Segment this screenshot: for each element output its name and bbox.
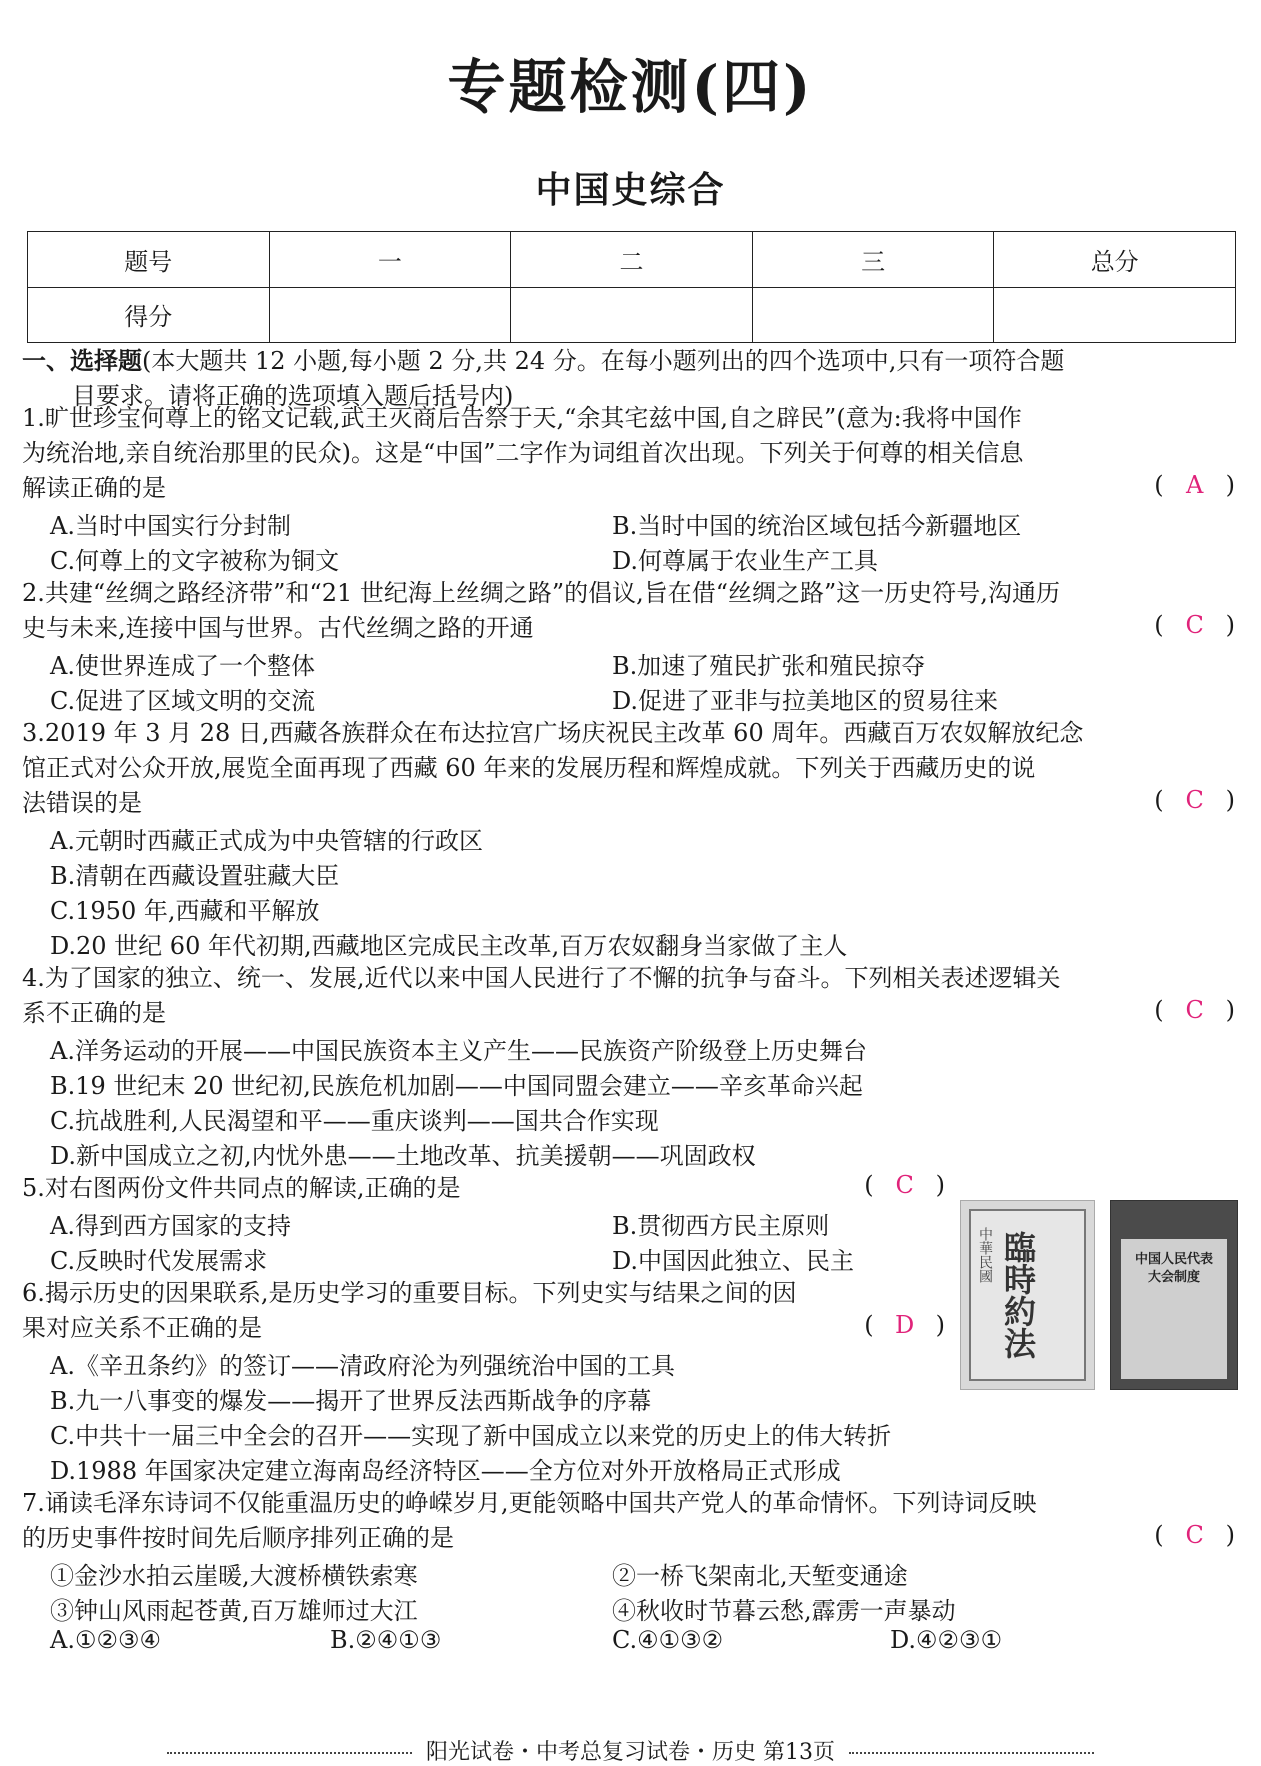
answer-letter: C [1185,1521,1204,1549]
stem-line: 1.旷世珍宝何尊上的铭文记载,武王灭商后告祭于天,“余其宅兹中国,自之辟民”(意为:我将中国作 [22,404,1022,432]
peoples-congress-book-image [1110,1200,1238,1390]
score-input-cell[interactable] [752,287,994,343]
question-5-figures [960,1200,1238,1390]
book-title: 中国人民代表大会制度 [1134,1252,1213,1285]
option-b[interactable]: B.加速了殖民扩张和殖民掠夺 [612,652,926,680]
stem-line: 的历史事件按时间先后顺序排列正确的是 [22,1524,454,1552]
question-6-stem [22,1276,922,1346]
book-title: 臨時約法 [999,1231,1037,1359]
poem-1: ①金沙水拍云崖暖,大渡桥横铁索寒 [50,1562,418,1590]
score-table [27,231,1236,343]
option-d[interactable]: D.何尊属于农业生产工具 [612,547,879,575]
answer-letter: C [1185,786,1204,814]
score-header-cell: 题号 [28,232,270,288]
stem-line: 2.共建“丝绸之路经济带”和“21 世纪海上丝绸之路”的倡议,旨在借“丝绸之路”这一历史符号,沟通历 [22,579,1060,607]
stem-line: 法错误的是 [22,789,142,817]
poem-4: ④秋收时节暮云愁,霹雳一声暴动 [612,1597,956,1625]
option-c[interactable]: C.中共十一届三中全会的召开——实现了新中国成立以来党的历史上的伟大转折 [50,1422,892,1450]
score-table-score-row [28,287,1236,343]
option-c[interactable]: C.促进了区域文明的交流 [50,687,316,715]
option-b[interactable]: B.②④①③ [330,1626,442,1654]
option-c[interactable]: C.抗战胜利,人民渴望和平——重庆谈判——国共合作实现 [50,1107,659,1135]
stem-line: 3.2019 年 3 月 28 日,西藏各族群众在布达拉宫广场庆祝民主改革 60 周年。西藏百万农奴解放纪念 [22,719,1084,747]
question-2-stem [22,576,1237,646]
answer-letter: A [1185,471,1204,499]
answer-bracket: ( C ) [864,1171,945,1199]
score-header-cell: 三 [752,232,994,288]
answer-letter: D [895,1311,915,1339]
answer-letter: C [1185,996,1204,1024]
page-subtitle: 中国史综合 [535,170,726,211]
option-a[interactable]: A.《辛丑条约》的签订——清政府沦为列强统治中国的工具 [50,1352,675,1380]
option-a[interactable]: A.元朝时西藏正式成为中央管辖的行政区 [50,827,483,855]
question-7-stem [22,1486,1237,1556]
option-d[interactable]: D.20 世纪 60 年代初期,西藏地区完成民主改革,百万农奴翻身当家做了主人 [50,932,848,960]
option-b[interactable]: B.当时中国的统治区域包括今新疆地区 [612,512,1022,540]
option-d[interactable]: D.促进了亚非与拉美地区的贸易往来 [612,687,999,715]
answer-bracket: ( A ) [1154,471,1235,499]
stem-line: 解读正确的是 [22,474,166,502]
answer-bracket: ( C ) [1154,786,1235,814]
answer-bracket: ( C ) [1154,996,1235,1024]
option-b[interactable]: B.19 世纪末 20 世纪初,民族危机加剧——中国同盟会建立——辛亥革命兴起 [50,1072,863,1100]
score-header-cell: 总分 [994,232,1236,288]
question-5-stem [22,1171,922,1206]
poem-2: ②一桥飞架南北,天堑变通途 [612,1562,908,1590]
section-instruction: 目要求。请将正确的选项填入题后括号内) [72,382,514,410]
stem-line: 为统治地,亲自统治那里的民众)。这是“中国”二字作为词组首次出现。下列关于何尊的相关信息 [22,439,1024,467]
score-row-label: 得分 [28,287,270,343]
section-heading: 一、选择题 [22,347,142,375]
question-3-stem [22,716,1237,821]
section-instruction: (本大题共 12 小题,每小题 2 分,共 24 分。在每小题列出的四个选项中,只有一项符合题 [142,347,1065,375]
option-d[interactable]: D.中国因此独立、民主 [612,1247,855,1275]
option-a[interactable]: A.①②③④ [50,1626,162,1654]
option-a[interactable]: A.使世界连成了一个整体 [50,652,315,680]
option-a[interactable]: A.当时中国实行分封制 [50,512,291,540]
answer-letter: C [1185,611,1204,639]
score-input-cell[interactable] [994,287,1236,343]
option-b[interactable]: B.贯彻西方民主原则 [612,1212,830,1240]
answer-letter: C [895,1171,914,1199]
poem-3: ③钟山风雨起苍黄,百万雄师过大江 [50,1597,418,1625]
answer-bracket: ( D ) [864,1311,945,1339]
stem-line: 系不正确的是 [22,999,166,1027]
option-a[interactable]: A.得到西方国家的支持 [50,1212,291,1240]
option-d[interactable]: D.④②③① [890,1626,1003,1654]
score-table-header-row [28,232,1236,288]
option-c[interactable]: C.1950 年,西藏和平解放 [50,897,320,925]
book-cover-panel [1121,1239,1227,1379]
score-header-cell: 二 [511,232,753,288]
answer-bracket: ( C ) [1154,1521,1235,1549]
page-title: 专题检测(四) [447,53,814,121]
footer-divider [849,1752,1094,1754]
option-c[interactable]: C.何尊上的文字被称为铜文 [50,547,340,575]
score-header-cell: 一 [269,232,511,288]
stem-line: 史与未来,连接中国与世界。古代丝绸之路的开通 [22,614,534,642]
footer-divider [167,1752,412,1754]
option-d[interactable]: D.1988 年国家决定建立海南岛经济特区——全方位对外开放格局正式形成 [50,1457,841,1485]
page-footer [0,1735,1261,1766]
stem-line: 5.对右图两份文件共同点的解读,正确的是 [22,1174,461,1202]
question-1-stem [22,401,1237,506]
provisional-constitution-image [960,1200,1095,1390]
option-a[interactable]: A.洋务运动的开展——中国民族资本主义产生——民族资产阶级登上历史舞台 [50,1037,867,1065]
option-d[interactable]: D.新中国成立之初,内忧外患——土地改革、抗美援朝——巩固政权 [50,1142,756,1170]
stem-line: 6.揭示历史的因果联系,是历史学习的重要目标。下列史实与结果之间的因 [22,1279,797,1307]
score-input-cell[interactable] [269,287,511,343]
option-b[interactable]: B.清朝在西藏设置驻藏大臣 [50,862,340,890]
option-c[interactable]: C.④①③② [612,1626,724,1654]
option-b[interactable]: B.九一八事变的爆发——揭开了世界反法西斯战争的序幕 [50,1387,652,1415]
answer-bracket: ( C ) [1154,611,1235,639]
stem-line: 4.为了国家的独立、统一、发展,近代以来中国人民进行了不懈的抗争与奋斗。下列相关表述逻辑关 [22,964,1061,992]
footer-text: 阳光试卷・中考总复习试卷・历史 第13页 [426,1740,835,1765]
book-side-label: 中華民國 [977,1227,993,1283]
question-4-stem [22,961,1237,1031]
score-input-cell[interactable] [511,287,753,343]
stem-line: 7.诵读毛泽东诗词不仅能重温历史的峥嵘岁月,更能领略中国共产党人的革命情怀。下列诗词反映 [22,1489,1037,1517]
option-c[interactable]: C.反映时代发展需求 [50,1247,268,1275]
stem-line: 果对应关系不正确的是 [22,1314,262,1342]
stem-line: 馆正式对公众开放,展览全面再现了西藏 60 年来的发展历程和辉煌成就。下列关于西藏历史的说 [22,754,1036,782]
